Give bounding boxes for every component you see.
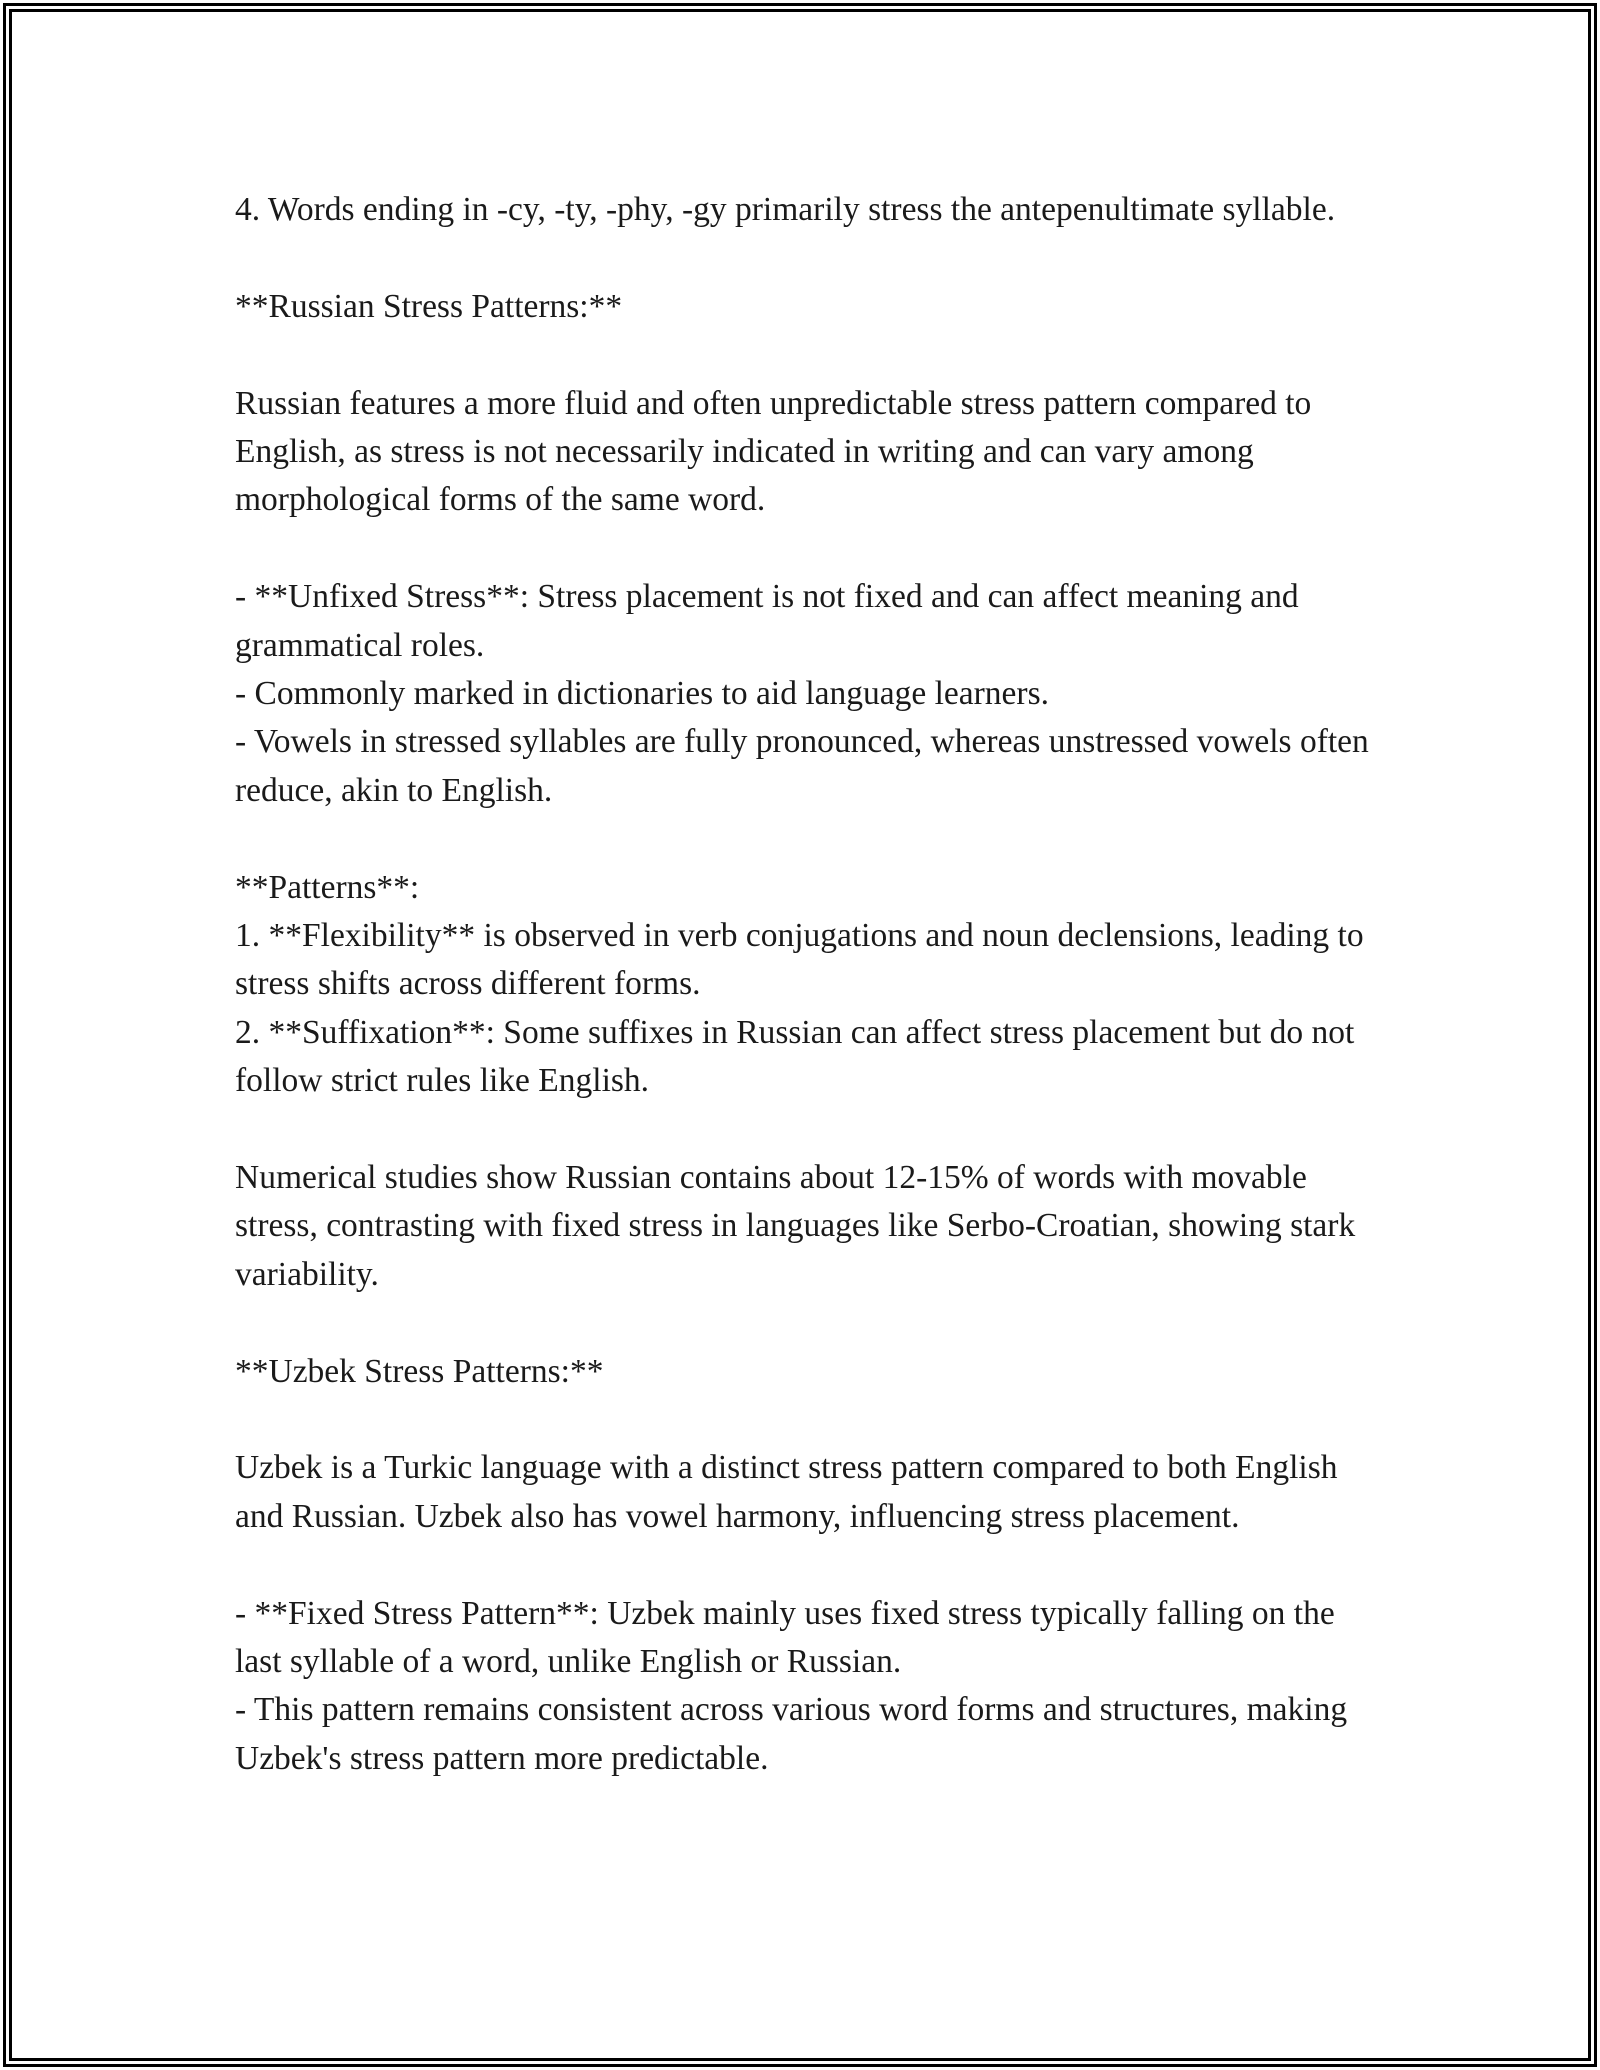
text-line: Russian features a more fluid and often unpredictable stress pattern compared to English, as stress is not necessarily indicated in writing and can vary among morphological forms of the same word. [235, 384, 1312, 519]
list-item: 1. **Flexibility** is observed in verb conjugations and noun declensions, leading to stress shifts across different forms. [235, 917, 1364, 1003]
list-heading: **Patterns**: [235, 868, 420, 906]
text-line: **Russian Stress Patterns:** [235, 287, 623, 325]
paragraph-english-rule-4 [235, 186, 1375, 234]
list-item: 2. **Suffixation**: Some suffixes in Russian can affect stress placement but do not follow strict rules like English. [235, 1013, 1355, 1100]
text-line: Numerical studies show Russian contains about 12-15% of words with movable stress, contrasting with fixed stress in languages like Serbo-Croatian, showing stark variability. [235, 1159, 1356, 1293]
list-russian-features [235, 573, 1375, 815]
paragraph-uzbek-intro [235, 1444, 1375, 1541]
list-item: - This pattern remains consistent across various word forms and structures, making Uzbek's stress pattern more predictable. [235, 1691, 1348, 1777]
paragraph-numerical-studies [235, 1154, 1375, 1299]
list-item: - **Unfixed Stress**: Stress placement is not fixed and can affect meaning and grammatical roles. [235, 578, 1299, 664]
text-line: Uzbek is a Turkic language with a distinct stress pattern compared to both English and Russian. Uzbek also has vowel harmony, influencing stress placement. [235, 1449, 1338, 1535]
heading-uzbek-stress-patterns [235, 1348, 1375, 1396]
list-uzbek-features [235, 1590, 1375, 1784]
list-russian-patterns [235, 864, 1375, 1106]
list-item: - **Fixed Stress Pattern**: Uzbek mainly uses fixed stress typically falling on the last syllable of a word, unlike English or Russian. [235, 1594, 1335, 1681]
list-item: - Vowels in stressed syllables are fully pronounced, whereas unstressed vowels often reduce, akin to English. [235, 723, 1369, 809]
paragraph-russian-intro [235, 380, 1375, 525]
heading-russian-stress-patterns [235, 283, 1375, 331]
text-line: 4. Words ending in -cy, -ty, -phy, -gy primarily stress the antepenultimate syllable. [235, 191, 1336, 228]
document-body [235, 186, 1375, 1832]
list-item: - Commonly marked in dictionaries to aid language learners. [235, 675, 1049, 713]
text-line: **Uzbek Stress Patterns:** [235, 1352, 604, 1390]
